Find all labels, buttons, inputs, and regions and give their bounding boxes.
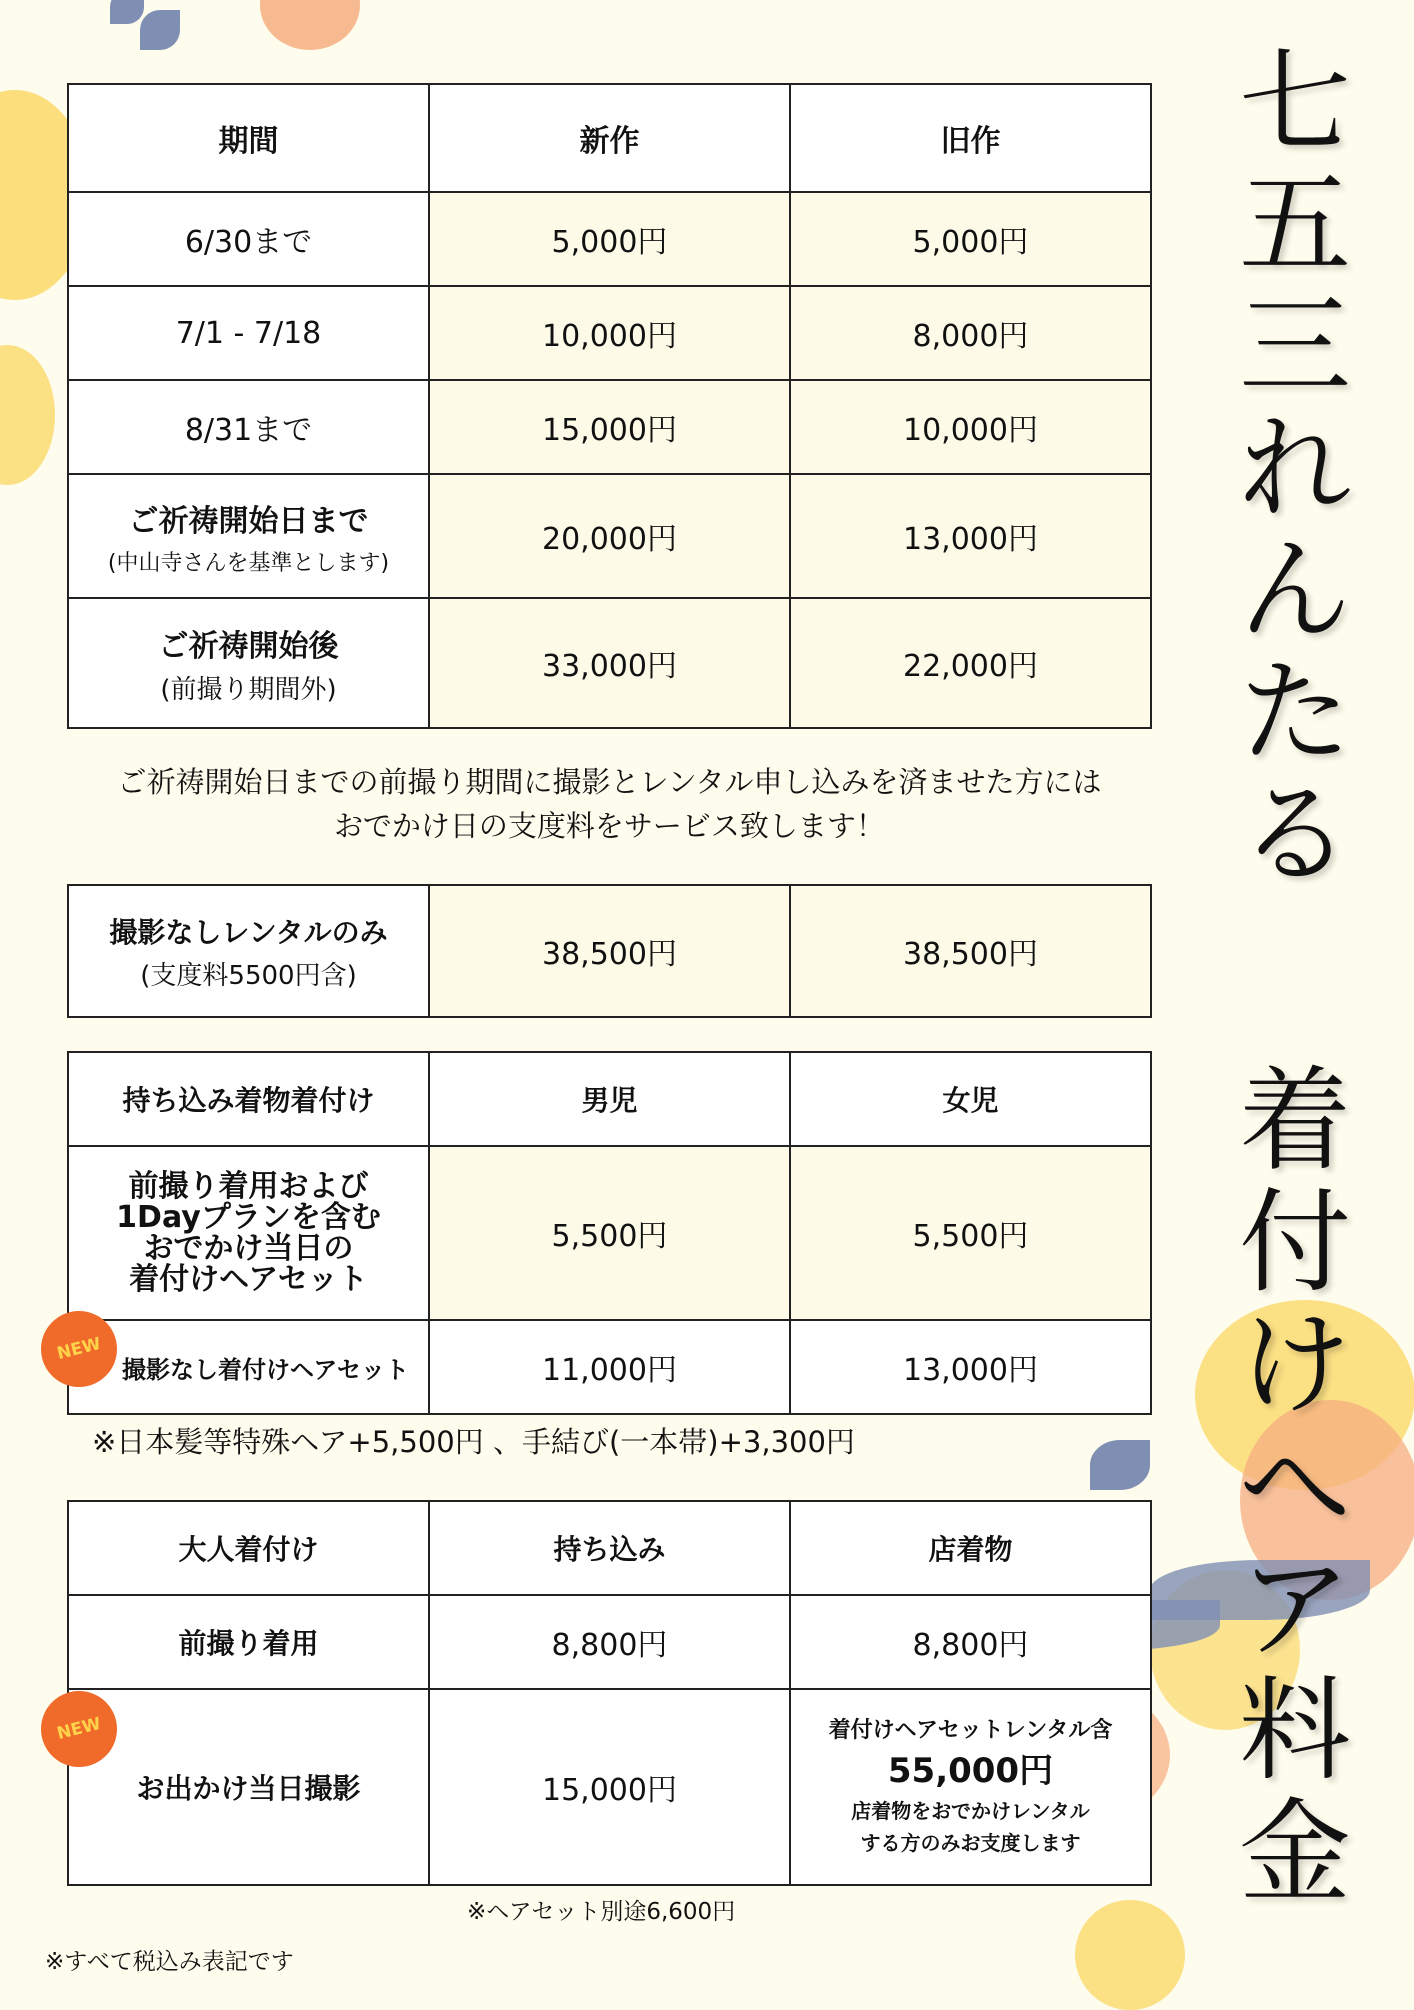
rental-only-price-new: 38,500円 bbox=[429, 885, 790, 1017]
price-old: 8,000円 bbox=[790, 286, 1151, 380]
table-header-row bbox=[68, 1501, 1151, 1595]
header-new: 新作 bbox=[429, 84, 790, 192]
plan-line: 着付けヘアセット bbox=[129, 1262, 368, 1297]
period-label: 7/1 - 7/18 bbox=[68, 286, 429, 380]
tax-note: ※すべて税込み表記です bbox=[45, 1949, 294, 1975]
table-row bbox=[68, 1689, 1151, 1885]
table-row bbox=[68, 286, 1151, 380]
price-old: 5,000円 bbox=[790, 192, 1151, 286]
title-line-2 bbox=[1235, 1056, 1355, 1918]
header-period: 期間 bbox=[68, 84, 429, 192]
title-char: へ bbox=[1239, 1422, 1351, 1552]
table-row bbox=[68, 598, 1151, 728]
leaf-decoration-top-2 bbox=[110, 0, 144, 24]
adult-dressing-table bbox=[67, 1500, 1152, 1886]
title-char: ア bbox=[1239, 1544, 1351, 1674]
plan-line: 1Dayプランを含む bbox=[116, 1200, 381, 1235]
title-char: れ bbox=[1239, 404, 1351, 534]
service-notice-line-1: ご祈祷開始日までの前撮り期間に撮影とレンタル申し込みを済ませた方には bbox=[117, 765, 1102, 799]
shop-price-note-1: 店着物をおでかけレンタル bbox=[851, 1799, 1090, 1823]
rental-only-table bbox=[67, 884, 1152, 1018]
period-sublabel: (中山寺さんを基準とします) bbox=[107, 550, 390, 576]
plan-line: 前撮り着用および bbox=[128, 1169, 369, 1204]
price-boy: 11,000円 bbox=[429, 1320, 790, 1414]
plan-label: 前撮り着用 bbox=[68, 1595, 429, 1689]
title-char: 料 bbox=[1239, 1666, 1351, 1796]
rental-only-price-old: 38,500円 bbox=[790, 885, 1151, 1017]
hair-extra-note: ※日本髪等特殊ヘア+5,500円 、手結び(一本帯)+3,300円 bbox=[92, 1425, 855, 1459]
flower-decoration-top bbox=[260, 0, 360, 50]
table-row bbox=[68, 192, 1151, 286]
header-girl: 女児 bbox=[790, 1052, 1151, 1146]
period-cell bbox=[68, 598, 429, 728]
plan-line: おでかけ当日の bbox=[143, 1231, 354, 1266]
price-new: 33,000円 bbox=[429, 598, 790, 728]
hairset-note: ※ヘアセット別途6,600円 bbox=[467, 1899, 736, 1925]
table-header-row bbox=[68, 84, 1151, 192]
title-char: 金 bbox=[1239, 1788, 1351, 1918]
table-row bbox=[68, 474, 1151, 598]
title-char: 着 bbox=[1239, 1056, 1351, 1186]
flower-decoration-left bbox=[0, 345, 55, 485]
title-line-1 bbox=[1235, 38, 1355, 900]
header-boy: 男児 bbox=[429, 1052, 790, 1146]
period-label: 6/30まで bbox=[68, 192, 429, 286]
title-char: け bbox=[1239, 1300, 1351, 1430]
title-char: た bbox=[1239, 648, 1351, 778]
shop-price-note-2: する方のみお支度します bbox=[860, 1831, 1081, 1855]
leaf-decoration-right-1 bbox=[1090, 1440, 1150, 1490]
title-char: 三 bbox=[1239, 282, 1351, 412]
period-sublabel: (前撮り期間外) bbox=[160, 674, 337, 705]
plan-label: お出かけ当日撮影 bbox=[68, 1689, 429, 1885]
plan-label: 撮影なし着付けヘアセット bbox=[68, 1320, 429, 1414]
shop-price-top: 着付けヘアセットレンタル含 bbox=[828, 1718, 1113, 1743]
period-label: ご祈祷開始後 bbox=[158, 628, 339, 664]
price-girl: 5,500円 bbox=[790, 1146, 1151, 1320]
title-char: 七 bbox=[1239, 38, 1351, 168]
title-char: 付 bbox=[1239, 1178, 1351, 1308]
price-boy: 5,500円 bbox=[429, 1146, 790, 1320]
price-old: 10,000円 bbox=[790, 380, 1151, 474]
table-row bbox=[68, 1146, 1151, 1320]
title-char: ん bbox=[1239, 526, 1351, 656]
table-row bbox=[68, 1595, 1151, 1689]
plan-description bbox=[68, 1146, 429, 1320]
flower-decoration-bottom bbox=[1075, 1900, 1185, 2010]
shop-price: 55,000円 bbox=[887, 1751, 1054, 1791]
price-girl: 13,000円 bbox=[790, 1320, 1151, 1414]
price-old: 22,000円 bbox=[790, 598, 1151, 728]
shop-price-cell bbox=[790, 1689, 1151, 1885]
price-old: 13,000円 bbox=[790, 474, 1151, 598]
header-bring: 持ち込み bbox=[429, 1501, 790, 1595]
title-char: 五 bbox=[1239, 160, 1351, 290]
price-table-children bbox=[67, 83, 1152, 729]
header-shop-kimono: 店着物 bbox=[790, 1501, 1151, 1595]
price-bring: 15,000円 bbox=[429, 1689, 790, 1885]
price-new: 5,000円 bbox=[429, 192, 790, 286]
rental-only-cell bbox=[68, 885, 429, 1017]
header-adult: 大人着付け bbox=[68, 1501, 429, 1595]
table-row bbox=[68, 380, 1151, 474]
period-label: 8/31まで bbox=[68, 380, 429, 474]
price-new: 10,000円 bbox=[429, 286, 790, 380]
table-row bbox=[68, 1320, 1151, 1414]
table-header-row bbox=[68, 1052, 1151, 1146]
price-shop: 8,800円 bbox=[790, 1595, 1151, 1689]
bring-kimono-table bbox=[67, 1051, 1152, 1415]
period-cell bbox=[68, 474, 429, 598]
table-row bbox=[68, 885, 1151, 1017]
leaf-decoration-top bbox=[140, 10, 180, 50]
rental-only-label: 撮影なしレンタルのみ bbox=[109, 915, 388, 949]
price-new: 20,000円 bbox=[429, 474, 790, 598]
service-notice-line-2: おでかけ日の支度料をサービス致します！ bbox=[334, 809, 885, 843]
price-new: 15,000円 bbox=[429, 380, 790, 474]
service-notice bbox=[67, 760, 1152, 848]
period-label: ご祈祷開始日まで bbox=[128, 503, 369, 539]
rental-only-sublabel: (支度料5500円含) bbox=[140, 960, 357, 991]
new-badge: NEW bbox=[39, 1309, 119, 1389]
new-badge: NEW bbox=[39, 1689, 119, 1769]
header-old: 旧作 bbox=[790, 84, 1151, 192]
title-char: る bbox=[1239, 770, 1351, 900]
header-bring-kimono: 持ち込み着物着付け bbox=[68, 1052, 429, 1146]
price-bring: 8,800円 bbox=[429, 1595, 790, 1689]
